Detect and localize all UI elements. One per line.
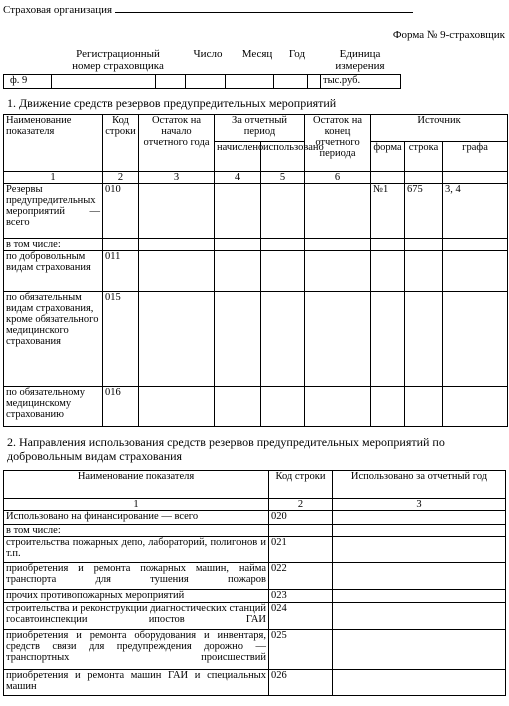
year-cell[interactable] (274, 75, 308, 89)
s1-cell[interactable] (305, 251, 371, 292)
s2-cell[interactable] (333, 670, 506, 696)
s1-num-6: 6 (305, 172, 371, 184)
s2-row-name: приобретения и ремонта пожарных машин, найма транспорта для тушения пожаров (4, 563, 269, 590)
section2-title-line2: добровольным видам страхования (7, 449, 183, 463)
s1-row-line: 675 (405, 184, 443, 239)
day-cell[interactable] (156, 75, 186, 89)
s1-col-line: строка (405, 142, 443, 172)
form-title: Форма № 9-страховщик (392, 29, 505, 41)
s1-row-code: 011 (103, 251, 139, 292)
s2-row-code: 026 (269, 670, 333, 696)
day-cell-2[interactable] (186, 75, 226, 89)
s1-num-empty-3 (443, 172, 508, 184)
s1-cell[interactable] (139, 387, 215, 427)
s2-num-3: 3 (333, 499, 506, 511)
s1-cell[interactable] (305, 387, 371, 427)
s1-cell[interactable] (405, 292, 443, 387)
s1-cell[interactable] (215, 292, 261, 387)
s2-row-name: прочих противопожарных мероприятий (4, 590, 269, 603)
s2-num-1: 1 (4, 499, 269, 511)
s2-col-used: Использовано за отчетный год (333, 471, 506, 499)
s2-row-code (269, 525, 333, 537)
s1-col-used: использовано (261, 142, 305, 172)
s2-cell[interactable] (333, 525, 506, 537)
s1-cell[interactable] (261, 184, 305, 239)
s1-cell[interactable] (139, 184, 215, 239)
s1-row-code: 010 (103, 184, 139, 239)
table-row (4, 387, 508, 427)
s1-cell[interactable] (305, 184, 371, 239)
s2-row-name: приобретения и ремонта машин ГАИ и специальных машин (4, 670, 269, 696)
s2-row-code: 020 (269, 511, 333, 525)
s1-cell[interactable] (371, 387, 405, 427)
s1-cell[interactable] (261, 292, 305, 387)
s1-cell[interactable] (215, 184, 261, 239)
unit-label: Единица измерения (335, 48, 385, 72)
table-row (4, 184, 508, 239)
s2-row-name: строительства пожарных депо, лабораторий, полигонов и т.п. (4, 537, 269, 563)
s1-col-start: Остаток на начало отчетного года (139, 115, 215, 172)
table-row (4, 670, 506, 696)
day-label: Число (193, 48, 223, 60)
s2-num-2: 2 (269, 499, 333, 511)
section1-title: 1. Движение средств резервов предупредительных мероприятий (7, 96, 337, 110)
s1-num-1: 1 (4, 172, 103, 184)
s1-row-graph: 3, 4 (443, 184, 508, 239)
s1-col-name: Наименование показателя (4, 115, 103, 172)
s2-cell[interactable] (333, 590, 506, 603)
s2-cell[interactable] (333, 511, 506, 525)
s1-num-2: 2 (103, 172, 139, 184)
s2-row-name: Использовано на финансирование — всего (4, 511, 269, 525)
s1-row-name: по обязательным видам страхования, кроме обязательного медицинского страхования (4, 292, 103, 387)
s2-cell[interactable] (333, 630, 506, 670)
s1-num-5: 5 (261, 172, 305, 184)
month-label: Месяц (241, 48, 273, 60)
s1-cell[interactable] (215, 251, 261, 292)
s1-cell[interactable] (371, 292, 405, 387)
reg-number-label: Регистрационный номер страховщика (72, 48, 164, 72)
s1-row-name: по обязательному медицинскому страхованию (4, 387, 103, 427)
s1-cell[interactable] (139, 239, 215, 251)
section1-table (3, 114, 508, 427)
s1-cell[interactable] (443, 251, 508, 292)
s1-row-code: 015 (103, 292, 139, 387)
s1-col-code: Код строки (103, 115, 139, 172)
s1-cell[interactable] (261, 251, 305, 292)
s2-row-name: приобретения и ремонта оборудования и инвентаря, средств связи для предупреждения дорожно — транспортных происшествий (4, 630, 269, 670)
reg-number-cell[interactable] (52, 75, 156, 89)
registration-table (3, 74, 401, 89)
s1-cell[interactable] (371, 251, 405, 292)
s1-cell[interactable] (371, 239, 405, 251)
s1-cell[interactable] (405, 239, 443, 251)
organization-field[interactable] (115, 2, 413, 13)
table-row (4, 630, 506, 670)
s1-col-source: Источник (371, 115, 508, 142)
s2-cell[interactable] (333, 537, 506, 563)
form-code-cell: ф. 9 (4, 75, 52, 89)
table-row (4, 511, 506, 525)
s2-cell[interactable] (333, 563, 506, 590)
organization-label: Страховая организация (3, 4, 113, 16)
s1-cell[interactable] (261, 387, 305, 427)
s1-row-name: Резервы предупредительных мероприятий — всего (4, 184, 103, 239)
table-row (4, 563, 506, 590)
s1-col-accrued: начислено (215, 142, 261, 172)
s2-row-code: 022 (269, 563, 333, 590)
s1-row-form: №1 (371, 184, 405, 239)
table-row (4, 525, 506, 537)
s1-row-code: 016 (103, 387, 139, 427)
s1-cell (103, 239, 139, 251)
s1-cell[interactable] (139, 292, 215, 387)
s2-row-code: 024 (269, 603, 333, 630)
s2-row-name: в том числе: (4, 525, 269, 537)
year-cell-2[interactable] (308, 75, 321, 89)
s1-col-graph: графа (443, 142, 508, 172)
s1-cell[interactable] (215, 387, 261, 427)
table-row (4, 537, 506, 563)
s1-num-4: 4 (215, 172, 261, 184)
s1-cell[interactable] (305, 292, 371, 387)
s2-row-name: строительства и реконструкции диагностических станций госавтоинспекции ипостов ГАИ (4, 603, 269, 630)
unit-value-cell: тыс.руб. (321, 75, 401, 89)
organization-line (3, 2, 413, 16)
s2-col-name: Наименование показателя (4, 471, 269, 499)
s2-row-code: 025 (269, 630, 333, 670)
s1-cell[interactable] (405, 387, 443, 427)
s1-num-empty-1 (371, 172, 405, 184)
s1-num-3: 3 (139, 172, 215, 184)
s1-num-empty-2 (405, 172, 443, 184)
registration-header (0, 48, 509, 74)
s1-cell[interactable] (139, 251, 215, 292)
section2-table (3, 470, 506, 696)
s1-row-name: в том числе: (4, 239, 103, 251)
s1-col-period: За отчетный период (215, 115, 305, 142)
s1-cell[interactable] (443, 292, 508, 387)
s1-cell[interactable] (443, 239, 508, 251)
s1-row-name: по добровольным видам страхования (4, 251, 103, 292)
s1-cell[interactable] (443, 387, 508, 427)
s1-cell[interactable] (261, 239, 305, 251)
s2-cell[interactable] (333, 603, 506, 630)
table-row (4, 603, 506, 630)
s1-cell[interactable] (215, 239, 261, 251)
s2-col-code: Код строки (269, 471, 333, 499)
table-row (4, 251, 508, 292)
month-cell[interactable] (226, 75, 274, 89)
table-row (4, 292, 508, 387)
table-row (4, 239, 508, 251)
year-label: Год (288, 48, 306, 60)
s1-cell[interactable] (305, 239, 371, 251)
s2-row-code: 023 (269, 590, 333, 603)
s1-col-end: Остаток на конец отчетного периода (305, 115, 371, 172)
s2-row-code: 021 (269, 537, 333, 563)
s1-col-form: форма (371, 142, 405, 172)
table-row (4, 590, 506, 603)
s1-cell[interactable] (405, 251, 443, 292)
section2-title-line1: 2. Направления использования средств резервов предупредительных мероприятий по (7, 435, 445, 449)
